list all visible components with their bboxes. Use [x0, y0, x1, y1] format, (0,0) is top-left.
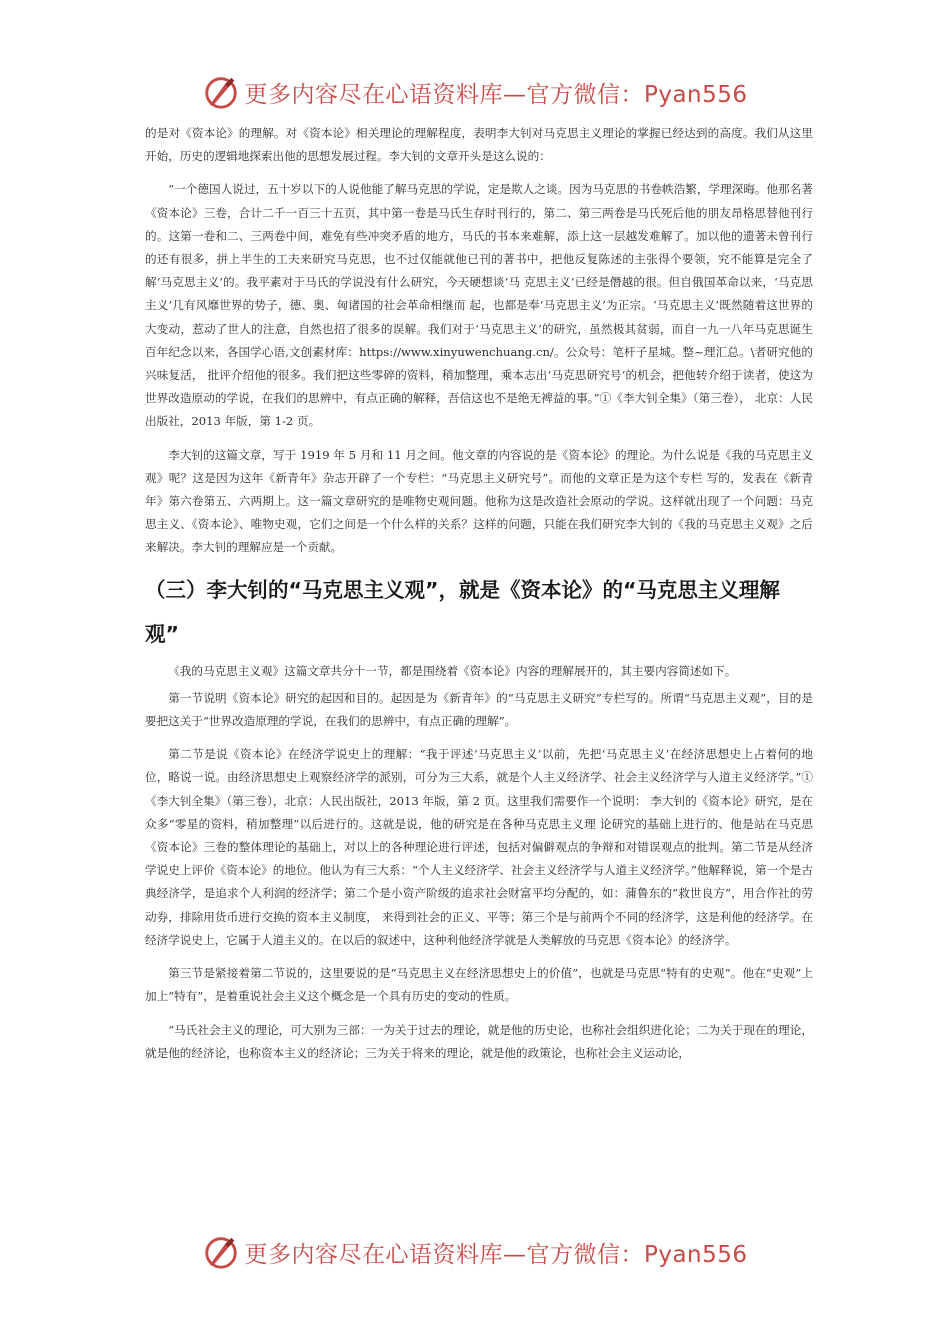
paragraph-1: 的是对《资本论》的理解。对《资本论》相关理论的理解程度，表明李大钊对马克思主义理论的掌握已经达到的高度。我们从这里开始，历史的逻辑地探索出他的思想发展过程。李大钊的文章开头是这么说的：	[145, 126, 813, 164]
paragraph-3: 李大钊的这篇文章，写于 1919 年 5 月和 11 月之间。他文章的内容说的是《资本论》的理论。为什么说是《我的马克思主义观》呢？这是因为这年《新青年》杂志开辟了一个专栏：“马克思主义研究号”。而他的文章正是为这个专栏 写的，发表在《新青年》第六卷第五、六两期上。这一篇文章研究的是唯物史观问题。他称为这是改造社会原动的学说。这样就出现了一个问题：马克思主义、《资本论》、唯物史观，它们之间是一个什么样的关系？这样的问题，只能在我们研究李大钊的《我的马克思主义观》之后来解决。李大钊的理解应是一个贡献。	[145, 447, 813, 555]
paragraph-4: 《我的马克思主义观》这篇文章共分十一节，都是围绕着《资本论》内容的理解展开的，其主要内容简述如下。	[168, 663, 737, 678]
header-watermark-banner	[0, 70, 950, 114]
paragraph-6: 第二节是说《资本论》在经济学说史上的理解：“我于评述‘马克思主义’以前，先把‘马克思主义’在经济思想史上占着何的地位，略说一说。由经济思想史上观察经济学的派别，可分为三大系，就是个人主义经济学、社会主义经济学与人道主义经济学。”①《李大钊全集》（第三卷），北京：人民出版社，2013 年版，第 2 页。这里我们需要作一个说明： 李大钊的《资本论》研究，是在众多“零星的资料，稍加整理”以后进行的。这就是说，他的研究是在各种马克思主义理 论研究的基础上进行的、他是站在马克思《资本论》三卷的整体理论的基础上，对以上的各种理论进行评述，包括对偏僻观点的争辩和对错误观点的批判。第二节是从经济学说史上评价《资本论》的地位。他认为有三大系：“个人主义经济学、社会主义经济学与人道主义经济学。”他解释说，第一个是古典经济学，是追求个人利润的经济学；第二个是小资产阶级的追求社会财富平均分配的，如：蒲鲁东的“救世良方”，用合作社的劳动券，排除用货币进行交换的资本主义制度， 来得到社会的正义、平等；第三个是与前两个不同的经济学，这是利他的经济学。在经济学说史上，它属于人道主义的。在以后的叙述中，这种利他经济学就是人类解放的马克思《资本论》的经济学。	[145, 747, 813, 947]
document-body	[145, 122, 813, 1065]
fountain-pen-logo-icon	[202, 1233, 240, 1271]
fountain-pen-logo-icon	[202, 73, 240, 111]
watermark-text: 更多内容尽在心语资料库—官方微信：Pyan556	[244, 81, 748, 108]
watermark-text: 更多内容尽在心语资料库—官方微信：Pyan556	[244, 1241, 748, 1268]
paragraph-8: “马氏社会主义的理论，可大别为三部：一为关于过去的理论，就是他的历史论，也称社会组织进化论；二为关于现在的理论，就是他的经济论，也称资本主义的经济论；三为关于将来的理论，就是他的政策论，也称社会主义运动论，	[145, 1022, 813, 1060]
paragraph-5: 第一节说明《资本论》研究的起因和目的。起因是为《新青年》的“马克思主义研究”专栏写的。所谓“马克思主义观”，目的是要把这关于“世界改造原理的学说，在我们的思辨中，有点正确的理解”。	[145, 690, 813, 729]
quote-paragraph: “一个德国人说过，五十岁以下的人说他能了解马克思的学说，定是欺人之谈。因为马克思的书卷帙浩繁，学理深晦。他那名著《资本论》三卷，合计二千一百三十五页，其中第一卷是马氏生存时刊行的，第二、第三两卷是马氏死后他的朋友昂格思替他刊行的。这第一卷和二、三两卷中间，难免有些冲突矛盾的地方，马氏的书本来难解，添上这一层越发难解了。加以他的遗著未曾刊行的还有很多，拼上半生的工夫来研究马克思，也不过仅能就他已刊的著书中，把他反复陈述的主张得个要领，究不能算是完全了解‘马克思主义’的。我平素对于马氏的学说没有什么研究，今天硬想谈‘马 克思主义’已经是僭越的很。但自俄国革命以来，‘马克思主义’几有风靡世界的势子，德、奥、匈诸国的社会革命相继而 起，也都是奉‘马克思主义’为正宗。‘马克思主义’既然随着这世界的大变动，惹动了世人的注意，自然也招了很多的误解。我们对于‘马克思主义’的研究，虽然极其贫弱，而自一九一八年马克思诞生百年纪念以来，各国学心语,文创素材库：https://www.xinyuwenchuang.cn/。公众号：笔杆子星城。整~理汇总。\者研究他的兴味复活， 批评介绍他的很多。我们把这些零碎的资料，稍加整理，乘本志出‘马克思研究号’的机会，把他转介绍于读者，使这为 世界改造原动的学说，在我们的思辨中，有点正确的解释，吾信这也不是绝无裨益的事。”①《李大钊全集》（第三卷）， 北京：人民出版社，2013 年版，第 1-2 页。	[145, 182, 813, 429]
footer-watermark-banner	[0, 1230, 950, 1274]
paragraph-7: 第三节是紧接着第二节说的，这里要说的是“马克思主义在经济思想史上的价值”，也就是马克思“特有的史观”。他在“史观”上加上“特有”，是着重说社会主义这个概念是一个具有历史的变动的性质。	[145, 966, 813, 1004]
section-heading: （三）李大钊的“马克思主义观”，就是《资本论》的“马克思主义理解观”	[145, 577, 780, 646]
